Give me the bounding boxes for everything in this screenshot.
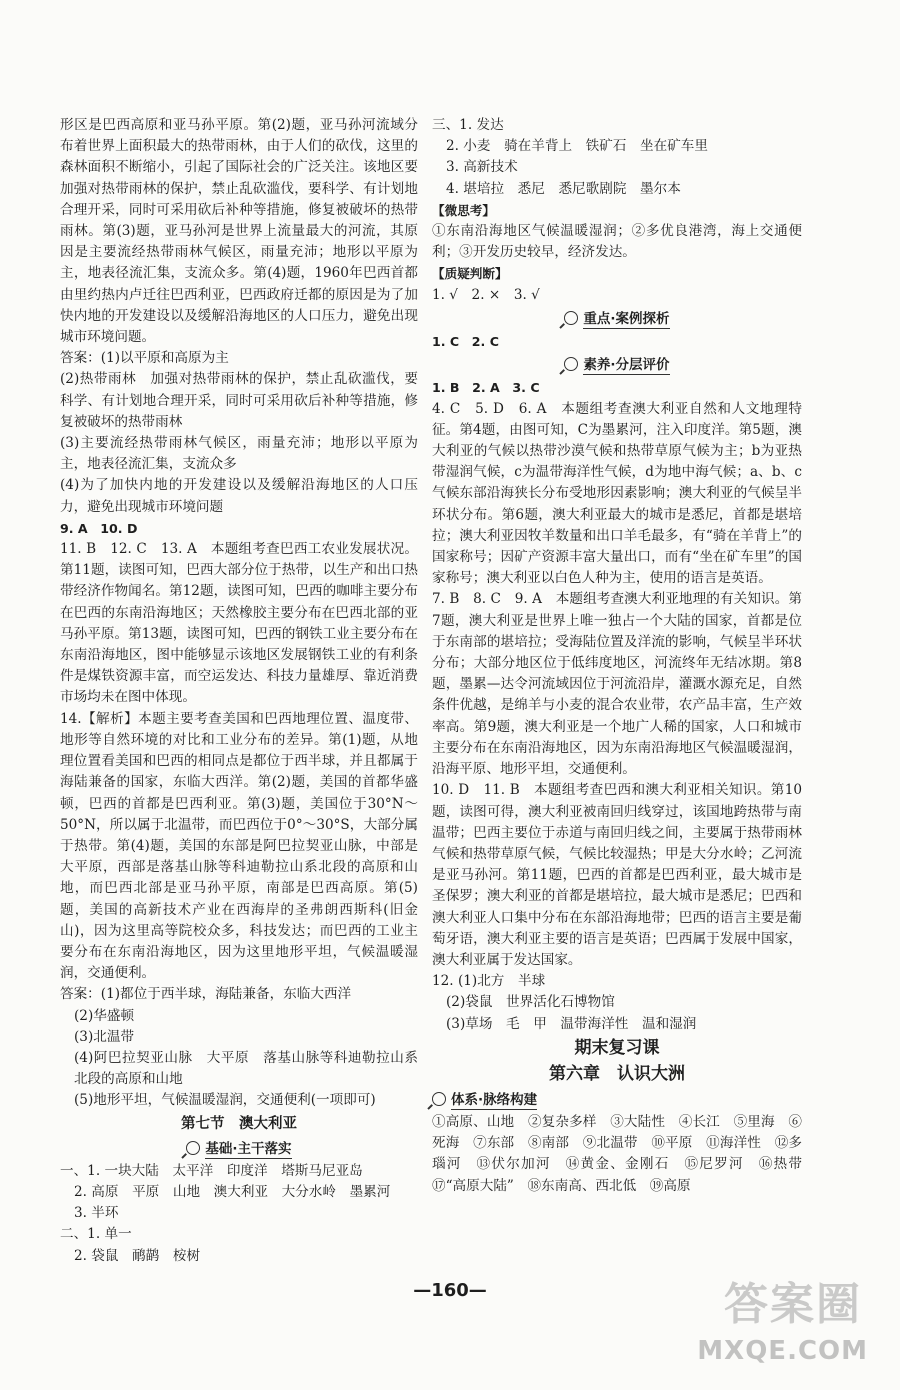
watermark-site-text: MXQE.COM (697, 1336, 868, 1366)
magnifier-icon (564, 357, 578, 371)
answer-line: 2. 袋鼠 鸸鹋 桉树 (74, 1247, 201, 1264)
answer-key: 1. C 2. C (432, 334, 499, 350)
answer-line: (4)阿巴拉契亚山脉 大平原 落基山脉等科迪勒拉山系北段的高原和山地 (74, 1049, 418, 1088)
magnifier-icon (564, 311, 578, 325)
text-paragraph: 1. √ 2. × 3. √ (432, 286, 540, 303)
text-paragraph: 一、1. 一块大陆 太平洋 印度洋 塔斯马尼亚岛 (60, 1162, 363, 1179)
section-heading (432, 1090, 802, 1111)
answer-line: (3)草场 毛 甲 温带海洋性 温和湿润 (446, 1015, 697, 1032)
magnifier-icon (432, 1092, 446, 1106)
text-paragraph: 三、1. 发达 (432, 117, 504, 133)
section-title: 第七节 澳大利亚 (181, 1115, 297, 1132)
answer-line: 2. 高原 平原 山地 澳大利亚 大分水岭 墨累河 (74, 1183, 391, 1200)
answer-line: (2)华盛顿 (74, 1007, 135, 1024)
answer-line: (5)地形平坦，气候温暖湿润，交通便利(一项即可) (74, 1092, 376, 1109)
answer-line: 4. 堪培拉 悉尼 悉尼歌剧院 墨尔本 (446, 180, 681, 197)
section-heading (432, 355, 802, 376)
text-paragraph: 形区是巴西高原和亚马孙平原。第(2)题，亚马孙河流域分布着世界上面积最大的热带雨林，由于人们的砍伐，这里的森林面积不断缩小，引起了国际社会的广泛关注。该地区要加强对热带雨林的保护，禁止乱砍滥伐，要科学、有计划地合理开采，同时可采用砍后补种等措施，修复被破坏的热带雨林。第(3)题，亚马孙河是世界上流量最大的河流，其原因是主要流经热带雨林气候区，雨量充沛；地形以平原为主，地表径流汇集，支流众多。第(4)题，1960年巴西首都由里约热内卢迁往巴西利亚，巴西政府迁都的原因是为了加快内地的开发建设以及缓解沿海地区的人口压力，避免出现城市环境问题。 (60, 117, 418, 346)
text-paragraph: 二、1. 单一 (60, 1226, 132, 1243)
text-paragraph: 7. B 8. C 9. A 本题组考查澳大利亚地理的有关知识。第7题，澳大利亚是世界上唯一独占一个大陆的国家，首都是位于东南部的堪培拉；受海陆位置及洋流的影响，气候呈半环状分布；大部分地区位于低纬度地区，河流终年无结冰期。第8题，墨累—达令河流域因位于河流沿岸，灌溉水源充足，自然条件优越，是绵羊与小麦的混合农业带，农产品丰富，生产效率高。第9题，澳大利亚是一个地广人稀的国家，人口和城市主要分布在东南沿海地区，因为东南沿海地区气候温暖湿润，沿海平原、地形平坦，交通便利。 (432, 591, 802, 778)
answer-key: 【微思考】 (432, 202, 495, 218)
left-column (60, 115, 418, 1267)
answer-key: 9. A 10. D (60, 520, 138, 536)
text-paragraph: 12. (1)北方 半球 (432, 973, 546, 990)
answer-line: (2)袋鼠 世界活化石博物馆 (446, 994, 615, 1011)
text-paragraph: (3)主要流经热带雨林气候区，雨量充沛；地形以平原为主，地表径流汇集，支流众多 (60, 435, 418, 473)
text-paragraph: 答案：(1)都位于西半球，海陆兼备，东临大西洋 (60, 986, 352, 1003)
page-number: —160— (413, 1280, 487, 1301)
section-heading-text: 基础·主干落实 (205, 1140, 292, 1157)
answer-key: 【质疑判断】 (432, 266, 508, 282)
text-paragraph: 4. C 5. D 6. A 本题组考查澳大利亚自然和人文地理特征。第4题，由图可知，C为墨累河，注入印度洋。第5题，澳大利亚的气候以热带沙漠气候和热带草原气候为主；b为亚热带湿润气候，c为温带海洋性气候，d为地中海气候；a、b、c气候东部沿海狭长分布受地形因素影响；澳大利亚的气候呈半环状分布。第6题，澳大利亚最大的城市是悉尼，首都是堪培拉；澳大利亚因牧羊数量和出口羊毛最多，有“骑在羊背上”的国家称号；因矿产资源丰富大量出口，而有“坐在矿车里”的国家称号；澳大利亚以白色人种为主，使用的语言是英语。 (432, 400, 802, 587)
answer-line: 2. 小麦 骑在羊背上 铁矿石 坐在矿车里 (446, 138, 708, 155)
text-paragraph: (4)为了加快内地的开发建设以及缓解沿海地区的人口压力，避免出现城市环境问题 (60, 477, 418, 515)
text-paragraph: ①东南沿海地区气候温暖湿润；②多优良港湾，海上交通便利；③开发历史较早，经济发达。 (432, 223, 802, 261)
chapter-title: 期末复习课 (574, 1037, 660, 1058)
section-heading (60, 1139, 418, 1160)
section-heading-text: 素养·分层评价 (583, 357, 670, 374)
chapter-title: 第六章 认识大洲 (549, 1063, 685, 1084)
text-paragraph: (2)热带雨林 加强对热带雨林的保护，禁止乱砍滥伐，要科学、有计划地合理开采，同时可采用砍后补种等措施，修复被破坏的热带雨林 (60, 371, 418, 430)
section-heading (432, 309, 802, 330)
text-paragraph: 14.【解析】本题主要考查美国和巴西地理位置、温度带、地形等自然环境的对比和工业分布的差异。第(1)题，从地理位置看美国和巴西的相同点是都位于西半球，并且都属于海陆兼备的国家，东临大西洋。第(2)题，美国的首都华盛顿，巴西的首都是巴西利亚。第(3)题，美国位于30°N～50°N，所以属于北温带，而巴西位于0°～30°S，大部分属于热带。第(4)题，美国的东部是阿巴拉契亚山脉，中部是大平原，西部是落基山脉等科迪勒拉山系北段的高原和山地，而巴西北部是亚马孙平原，南部是巴西高原。第(5)题，美国的高新技术产业在西海岸的圣弗朗西斯科(旧金山)，因为这里高等院校众多，科技发达；而巴西的工业主要分布在东南沿海地区，因为这里地形平坦，气候温暖湿润，交通便利。 (60, 710, 418, 982)
text-paragraph: 10. D 11. B 本题组考查巴西和澳大利亚相关知识。第10题，读图可得，澳大利亚被南回归线穿过，该国地跨热带与南温带；巴西主要位于赤道与南回归线之间，主要属于热带雨林气候和热带草原气候，气候比较湿热；甲是大分水岭；乙河流是亚马孙河。第11题，巴西的首都是巴西利亚，最大城市是圣保罗；澳大利亚的首都是堪培拉，最大城市是悉尼；巴西和澳大利亚人口集中分布在东部沿海地带；巴西的语言主要是葡萄牙语，澳大利亚主要的语言是英语；巴西属于发展中国家，澳大利亚属于发达国家。 (432, 782, 802, 968)
watermark-logo-text: 答案圈 (724, 1279, 862, 1330)
answer-line: (3)北温带 (74, 1028, 135, 1045)
section-heading-text: 重点·案例探析 (583, 310, 670, 327)
answer-line: 3. 高新技术 (446, 159, 518, 176)
text-paragraph: ①高原、山地 ②复杂多样 ③大陆性 ④长江 ⑤里海 ⑥死海 ⑦东部 ⑧南部 ⑨北温带 ⑩平原 ⑪海洋性 ⑫多瑙河 ⑬伏尔加河 ⑭黄金、金刚石 ⑮尼罗河 ⑯热带 ⑰“高原大陆” ⑱东南高、西北低 ⑲高原 (432, 1113, 816, 1194)
watermark-logo (672, 1248, 872, 1368)
section-heading-text: 体系·脉络构建 (451, 1091, 538, 1108)
answer-key: 1. B 2. A 3. C (432, 380, 540, 396)
answer-line: 3. 半环 (74, 1205, 119, 1222)
text-paragraph: 答案：(1)以平原和高原为主 (60, 350, 229, 367)
right-column (432, 115, 816, 1197)
magnifier-icon (186, 1141, 200, 1155)
text-paragraph: 11. B 12. C 13. A 本题组考查巴西工农业发展状况。第11题，读图可知，巴西大部分位于热带，以生产和出口热带经济作物闻名。第12题，读图可知，巴西的咖啡主要分布在巴西的东南沿海地区；天然橡胶主要分布在巴西北部的亚马孙平原。第13题，读图可知，巴西的钢铁工业主要分布在东南沿海地区，图中能够显示该地区发展钢铁工业的有利条件是煤铁资源丰富，而空运发达、科技力量雄厚、靠近消费市场均未在图中体现。 (60, 541, 418, 706)
